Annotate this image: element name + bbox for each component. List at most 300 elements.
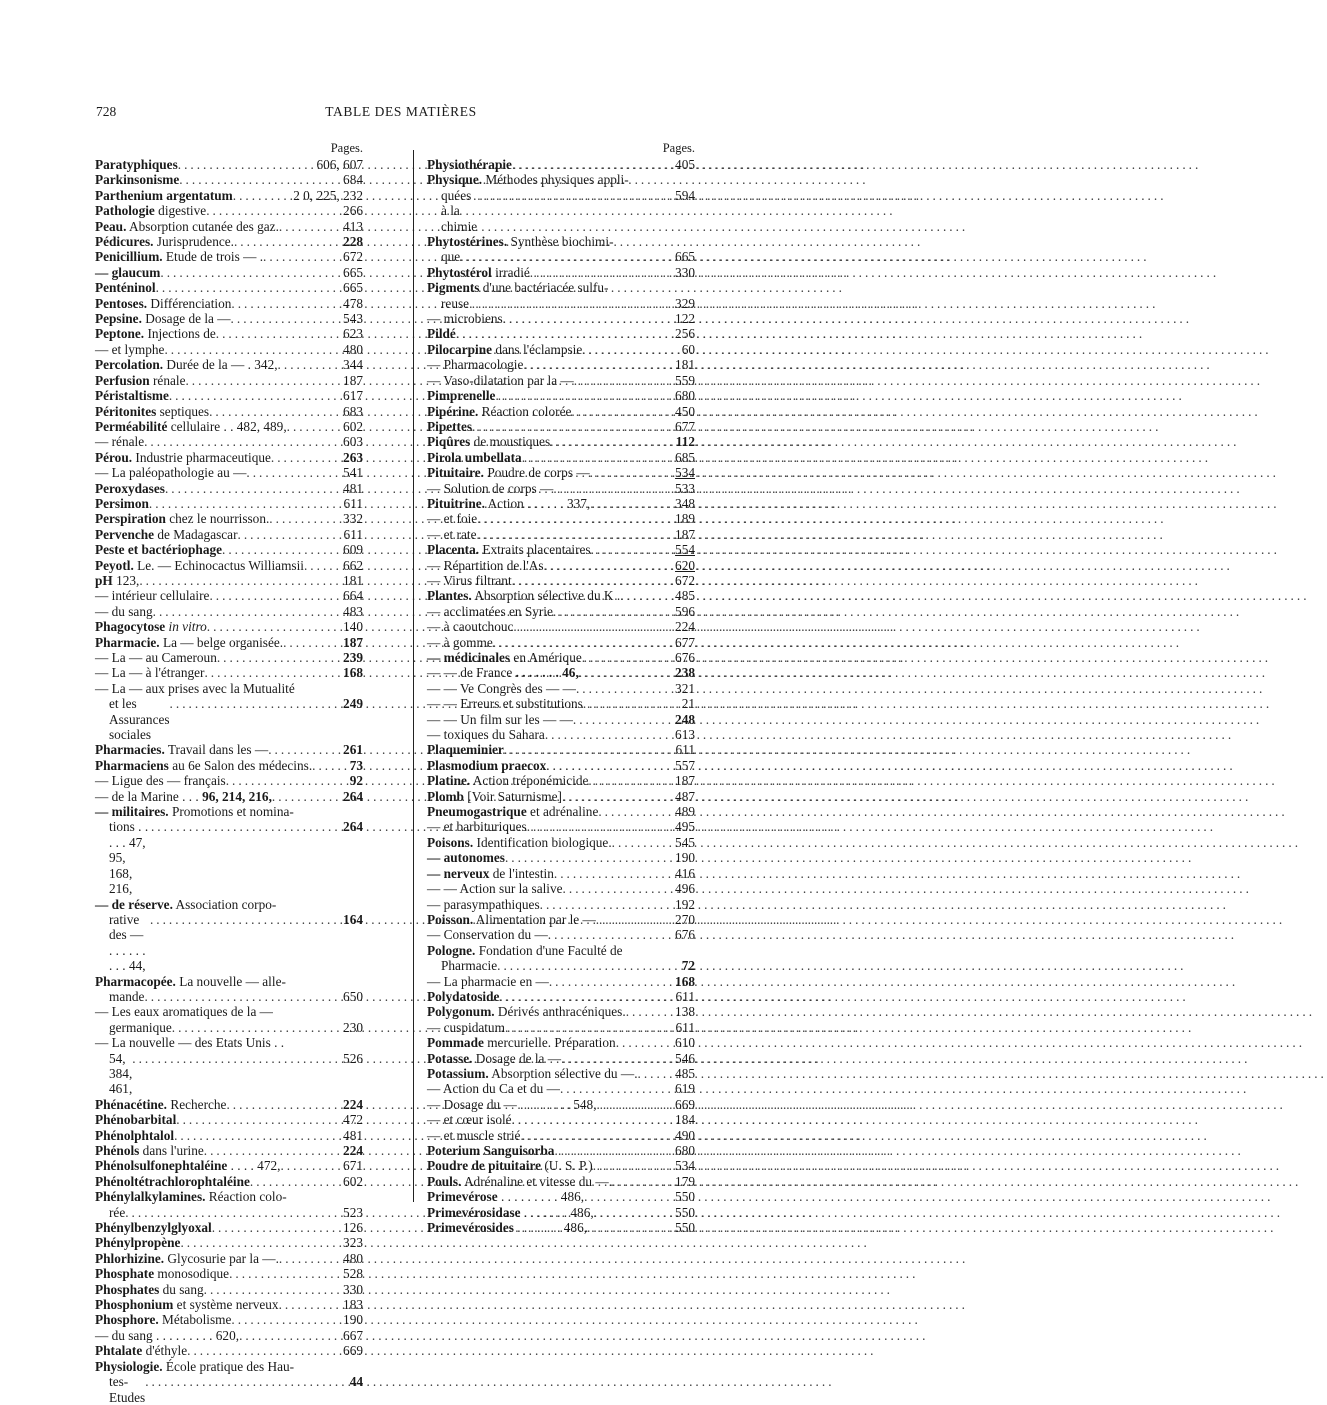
dot-leader: [176, 1112, 341, 1127]
dot-leader: [207, 619, 341, 634]
entry-line: [95, 573, 363, 588]
index-entry: [95, 172, 363, 187]
entry-continuation-line: [95, 1374, 363, 1405]
entry-text: [427, 742, 504, 757]
dot-leader: [204, 1143, 341, 1158]
dot-leader: [582, 342, 679, 357]
entry-heading: Pituitrine.: [427, 495, 485, 511]
entry-line: [95, 789, 363, 804]
dot-leader: [512, 157, 673, 172]
index-entry: [427, 481, 695, 496]
entry-heading: — et lymphe: [95, 341, 165, 357]
dot-leader: [279, 1251, 341, 1266]
index-entry: [427, 1097, 695, 1112]
dot-leader: [283, 635, 341, 650]
dot-leader: [584, 1189, 673, 1204]
entry-heading: — La paléopathologie au —: [95, 465, 247, 481]
entry-line: [95, 1343, 363, 1358]
entry-text: [427, 927, 548, 942]
entry-pages: 348: [675, 495, 695, 511]
index-entry: [427, 866, 695, 881]
entry-line: [95, 172, 363, 187]
entry-detail: Promotions et nomina-: [168, 804, 294, 820]
dot-leader: [545, 727, 673, 742]
entry-text: [95, 804, 294, 819]
entry-text: [95, 1189, 287, 1204]
entry-pages: 677: [675, 418, 695, 434]
dot-leader: [583, 696, 680, 711]
entry-pages: 224: [675, 619, 695, 635]
dot-leader: [540, 897, 673, 912]
entry-heading: — — Ve Congrès des — —: [427, 680, 576, 696]
entry-pages: 594: [675, 187, 695, 203]
entry-pages: 344: [343, 357, 363, 373]
entry-line: [95, 1143, 363, 1158]
dot-leader: [503, 311, 673, 326]
entry-line: [427, 742, 695, 757]
entry-detail: Absorption sélective du —.: [488, 1065, 638, 1081]
entry-detail: . . . . 472,: [227, 1158, 281, 1174]
entry-text: [427, 1128, 520, 1143]
entry-heading: Paratyphiques: [95, 157, 178, 172]
entry-line: [427, 927, 695, 942]
index-entry: [95, 373, 363, 388]
entry-line: [95, 234, 363, 249]
entry-line: [95, 496, 363, 511]
index-entry: [427, 835, 695, 850]
dot-leader: [563, 881, 674, 896]
dot-leader: [206, 203, 341, 218]
entry-text: [427, 157, 512, 172]
index-entry: [427, 388, 695, 403]
entry-heading: — médicinales: [427, 650, 511, 665]
entry-line: [427, 819, 695, 834]
entry-text: [95, 1312, 231, 1327]
entry-text: [427, 558, 544, 573]
index-entry: [427, 650, 695, 665]
entry-continuation: que: [441, 249, 461, 265]
entry-line: [95, 219, 363, 234]
entry-heading: Pathologie: [95, 203, 155, 219]
dot-leader: [187, 1343, 341, 1358]
index-entry: [95, 1251, 363, 1266]
entry-line: [95, 1189, 363, 1204]
entry-text: [427, 712, 573, 727]
entry-line: [427, 897, 695, 912]
entry-line: [427, 1051, 695, 1066]
entry-text: [427, 1066, 638, 1081]
entry-text: [95, 1128, 174, 1143]
dot-leader: [212, 1220, 341, 1235]
entry-line: [427, 1189, 695, 1204]
index-entry: [95, 742, 363, 757]
index-entry: [95, 1112, 363, 1127]
index-entry: [95, 342, 363, 357]
entry-pages: 270: [675, 911, 695, 927]
dot-leader: [597, 1097, 674, 1112]
index-entry: [427, 542, 695, 557]
entry-text: [427, 1220, 587, 1235]
entry-text: [427, 465, 590, 480]
entry-continuation: 54, 384, 461,: [109, 1050, 133, 1097]
entry-line: [95, 527, 363, 542]
index-entry: [95, 558, 363, 573]
entry-heading: Phénolsulfonephtaléine: [95, 1158, 228, 1174]
dot-leader: [231, 311, 342, 326]
entry-heading: Phénylbenzylglyoxal: [95, 1220, 212, 1236]
entry-heading: pH: [95, 572, 113, 588]
index-entry: [427, 989, 695, 1004]
entry-heading: Phosphates: [95, 1281, 160, 1297]
entry-heading: Polygonum.: [427, 1004, 495, 1020]
entry-pages: 450: [675, 403, 695, 419]
entry-heading: Peste et bactériophage: [95, 542, 223, 558]
entry-text: [427, 357, 523, 372]
entry-heading: Pilocarpine: [427, 341, 492, 357]
index-entry: [427, 912, 695, 927]
entry-detail: . . . . . . . . . 486,: [497, 1189, 585, 1205]
index-entry: [95, 404, 363, 419]
dot-leader: [561, 1051, 673, 1066]
entry-heading: — Virus filtrant: [427, 572, 512, 588]
dot-leader: [530, 265, 673, 280]
entry-detail: (U. S. P.): [541, 1158, 593, 1174]
entry-pages: 620: [675, 557, 695, 573]
dot-leader: [226, 1097, 341, 1112]
dot-leader: [553, 481, 673, 496]
entry-text: [427, 758, 546, 773]
index-entry: [95, 789, 363, 804]
entry-pages: 611: [343, 526, 363, 542]
entry-line: [95, 203, 363, 218]
entry-pages: 126: [343, 1220, 363, 1236]
entry-heading: — rénale: [95, 434, 145, 450]
entry-heading: Pharmacie.: [95, 634, 160, 650]
entry-text: [427, 850, 505, 865]
entry-text: [427, 496, 590, 511]
entry-heading: — acclimatées en Syrie: [427, 603, 553, 619]
entry-heading: Phénylpropène: [95, 1235, 181, 1251]
index-entry: [427, 1220, 695, 1235]
entry-line: [427, 1035, 695, 1050]
dot-leader: [477, 188, 673, 203]
entry-continuation: reuse: [441, 295, 470, 311]
entry-text: [95, 1220, 212, 1235]
entry-pages: 676: [675, 927, 695, 943]
entry-text: [95, 404, 209, 419]
index-entry: [427, 665, 695, 680]
entry-text: [427, 450, 522, 465]
entry-heading: Phénoltétrachlorophtaléine: [95, 1173, 250, 1189]
index-entry: [427, 927, 695, 942]
entry-text: [95, 496, 149, 511]
entry-line: [427, 265, 695, 280]
entry-detail: 123,: [112, 572, 140, 588]
entry-heading: Potassium.: [427, 1065, 489, 1081]
entry-text: [427, 866, 554, 881]
entry-text: [427, 588, 620, 603]
entry-heading: — La — aux prises avec la Mutualité: [95, 680, 295, 696]
index-entry: [427, 897, 695, 912]
dot-leader: [216, 326, 341, 341]
entry-detail: dans l'urine: [139, 1143, 204, 1158]
entry-line: [95, 249, 363, 264]
entry-heading: Physiothérapie: [427, 157, 512, 172]
entry-detail: Glycosurie par la —.: [164, 1250, 279, 1266]
entry-line: [427, 650, 695, 665]
entry-heading: — Action du Ca et du —: [427, 1081, 560, 1097]
entry-pages: 550: [675, 1220, 695, 1236]
dot-leader: [460, 249, 673, 264]
entry-continuation-line: [95, 1051, 363, 1097]
entry-detail: septiques: [156, 403, 210, 419]
entry-line: [95, 1004, 363, 1019]
index-entry: [427, 974, 695, 989]
entry-pages: 665: [675, 249, 695, 265]
entry-text: [95, 681, 295, 696]
dot-leader: [598, 804, 673, 819]
entry-pages: 2 0, 225, 232: [293, 187, 363, 203]
entry-heading: Pharmaciens: [95, 757, 169, 773]
entry-heading: Peroxydases: [95, 480, 165, 496]
entry-pages: 224: [343, 1143, 363, 1158]
entry-detail: de moustiques: [470, 434, 551, 450]
entry-heading: — Solution de corps —: [427, 480, 554, 496]
entry-line: [95, 404, 363, 419]
entry-heading: — Dosage du —: [427, 1096, 517, 1112]
dot-leader: [268, 742, 341, 757]
entry-heading: Pigments: [427, 280, 480, 296]
entry-detail: . . . . . . . . 548,: [516, 1096, 597, 1112]
entry-text: [427, 604, 553, 619]
entry-line: [95, 1112, 363, 1127]
entry-text: [95, 511, 269, 526]
entry-text: [95, 588, 209, 603]
entry-line: [427, 326, 695, 341]
entry-pages: 190: [675, 850, 695, 866]
entry-text: [95, 234, 234, 249]
dot-leader: [590, 496, 673, 511]
entry-detail: du sang: [159, 1281, 204, 1297]
entry-heading: Penténinol: [95, 280, 156, 296]
entry-pages: 559: [675, 372, 695, 388]
entry-text: [427, 573, 512, 588]
dot-leader: [560, 1081, 673, 1096]
entry-text: [427, 804, 598, 819]
entry-line: [427, 404, 695, 419]
entry-line: [95, 357, 363, 372]
dot-leader: [238, 527, 342, 542]
index-entry: [427, 265, 695, 280]
entry-heading: Platine.: [427, 773, 471, 789]
dot-leader: [178, 157, 315, 172]
entry-continuation-line: [427, 188, 695, 234]
entry-line: [427, 1112, 695, 1127]
entry-detail: digestive: [154, 203, 207, 219]
entry-text: [95, 773, 226, 788]
entry-line: [95, 1266, 363, 1281]
entry-line: [95, 511, 363, 526]
entry-heading: — Pharmacologie: [427, 357, 524, 373]
entry-heading: — — de France: [427, 665, 513, 681]
entry-heading: — parasympathiques: [427, 896, 540, 912]
entry-text: [427, 265, 530, 280]
dot-leader: [278, 357, 342, 372]
entry-pages: 487: [675, 788, 695, 804]
entry-text: [95, 280, 156, 295]
entry-pages: 266: [343, 203, 363, 219]
entry-heading: Pharmacies.: [95, 742, 165, 758]
entry-detail: Extraits placentaires: [479, 542, 591, 558]
entry-pages: 228: [343, 234, 363, 250]
index-entry: [427, 465, 695, 480]
entry-heading: Pédicures.: [95, 234, 154, 250]
entry-text: [427, 1004, 626, 1019]
dot-leader: [149, 496, 342, 511]
dot-leader: [185, 373, 341, 388]
entry-heading: Phytostérines.: [427, 234, 508, 250]
index-entry: [95, 1359, 363, 1405]
dot-leader: [180, 1235, 341, 1250]
entry-text: [427, 912, 596, 927]
entry-pages: 190: [343, 1312, 363, 1328]
entry-text: [95, 1112, 176, 1127]
index-entry: [95, 974, 363, 1005]
entry-detail: Dérivés anthracéniques.: [494, 1004, 626, 1020]
entry-text: [95, 742, 268, 757]
entry-continuation-line: [95, 819, 363, 896]
entry-line: [95, 1328, 363, 1343]
index-entry: [427, 943, 695, 974]
entry-pages: 72: [681, 958, 695, 974]
entry-text: [95, 635, 283, 650]
entry-line: [427, 280, 695, 295]
entry-line: [427, 1020, 695, 1035]
entry-text: [95, 1004, 273, 1019]
dot-leader: [505, 1020, 674, 1035]
entry-pages: 405: [675, 157, 695, 172]
index-column-right: [427, 139, 695, 1236]
entry-text: [95, 789, 272, 804]
entry-text: [95, 1359, 294, 1374]
dot-leader: [456, 326, 673, 341]
entry-pages: 677: [675, 634, 695, 650]
entry-line: [427, 1097, 695, 1112]
entry-text: [95, 357, 278, 372]
dot-leader: [150, 912, 341, 927]
entry-line: [427, 1081, 695, 1096]
entry-line: [95, 804, 363, 819]
entry-heading: — La — au Cameroun: [95, 650, 217, 665]
entry-pages: 617: [343, 388, 363, 404]
entry-line: [427, 234, 695, 249]
entry-heading: Primevérose: [427, 1189, 498, 1205]
index-entry: [427, 1158, 695, 1173]
index-entry: [427, 527, 695, 542]
index-entry: [95, 527, 363, 542]
entry-heading: — et foie: [427, 511, 478, 527]
entry-pages: 44: [349, 1374, 363, 1390]
entry-detail: La — belge organisée.: [159, 634, 284, 650]
entry-heading: — du sang: [95, 1327, 153, 1343]
entry-line: [427, 573, 695, 588]
entry-pages: 256: [675, 326, 695, 342]
index-entry: [427, 558, 695, 573]
entry-detail: Absorption sélective du K .: [471, 588, 621, 604]
index-entry: [427, 681, 695, 696]
index-entry: [427, 311, 695, 326]
entry-continuation-line: [95, 1020, 363, 1035]
entry-text: [427, 650, 582, 665]
index-entry: [95, 465, 363, 480]
entry-detail: Action tréponémicide: [470, 773, 589, 789]
entry-pages: 168: [343, 665, 363, 681]
entry-heading: — militaires.: [95, 804, 169, 820]
entry-line: [95, 635, 363, 650]
column-divider: [413, 150, 414, 1202]
entry-detail: et système nerveux: [173, 1297, 279, 1313]
entry-text: [95, 1158, 280, 1173]
entry-heading: Pologne.: [427, 942, 476, 958]
entry-pages: 546: [675, 1050, 695, 1066]
entry-line: [95, 773, 363, 788]
entry-pages: 187: [343, 372, 363, 388]
entry-text: [95, 419, 287, 434]
entry-text: [95, 897, 276, 912]
entry-text: [95, 665, 204, 680]
entry-text: [95, 758, 312, 773]
index-entry: [427, 450, 695, 465]
dot-leader: [612, 1174, 673, 1189]
index-entry: [95, 296, 363, 311]
dot-leader: [169, 388, 341, 403]
entry-text: [95, 373, 185, 388]
entry-detail: Etude de trois — .: [162, 249, 264, 265]
entry-line: [95, 296, 363, 311]
entry-text: [427, 481, 553, 496]
dot-leader: [520, 1128, 673, 1143]
index-entry: [427, 712, 695, 727]
entry-pages: 416: [675, 865, 695, 881]
entry-text: [427, 1112, 512, 1127]
dot-leader: [512, 1112, 673, 1127]
entry-pages: 138: [675, 1004, 695, 1020]
entry-line: [95, 1035, 363, 1050]
entry-heading: — Répartition de l'As: [427, 557, 544, 573]
entry-heading: Plaqueminier: [427, 742, 504, 758]
entry-continuation-line: [95, 912, 363, 974]
entry-line: [95, 558, 363, 573]
entry-line: [427, 773, 695, 788]
entry-pages: 187: [343, 634, 363, 650]
entry-text: [427, 388, 495, 403]
index-entry: [95, 1174, 363, 1189]
entry-heading: Pirola umbellata: [427, 449, 522, 465]
entry-pages: 602: [343, 1173, 363, 1189]
entry-heading: Phosphore.: [95, 1312, 159, 1328]
entry-pages: 650: [343, 988, 363, 1004]
dot-leader: [576, 681, 673, 696]
entry-pages: 545: [675, 834, 695, 850]
entry-pages: 665: [343, 280, 363, 296]
entry-line: [95, 619, 363, 634]
entry-line: [427, 450, 695, 465]
entry-line: [427, 1174, 695, 1189]
entry-pages: 483: [343, 603, 363, 619]
entry-heading: Plasmodium praecox: [427, 757, 547, 773]
entry-line: [427, 696, 695, 711]
entry-continuation-line: [95, 1205, 363, 1220]
